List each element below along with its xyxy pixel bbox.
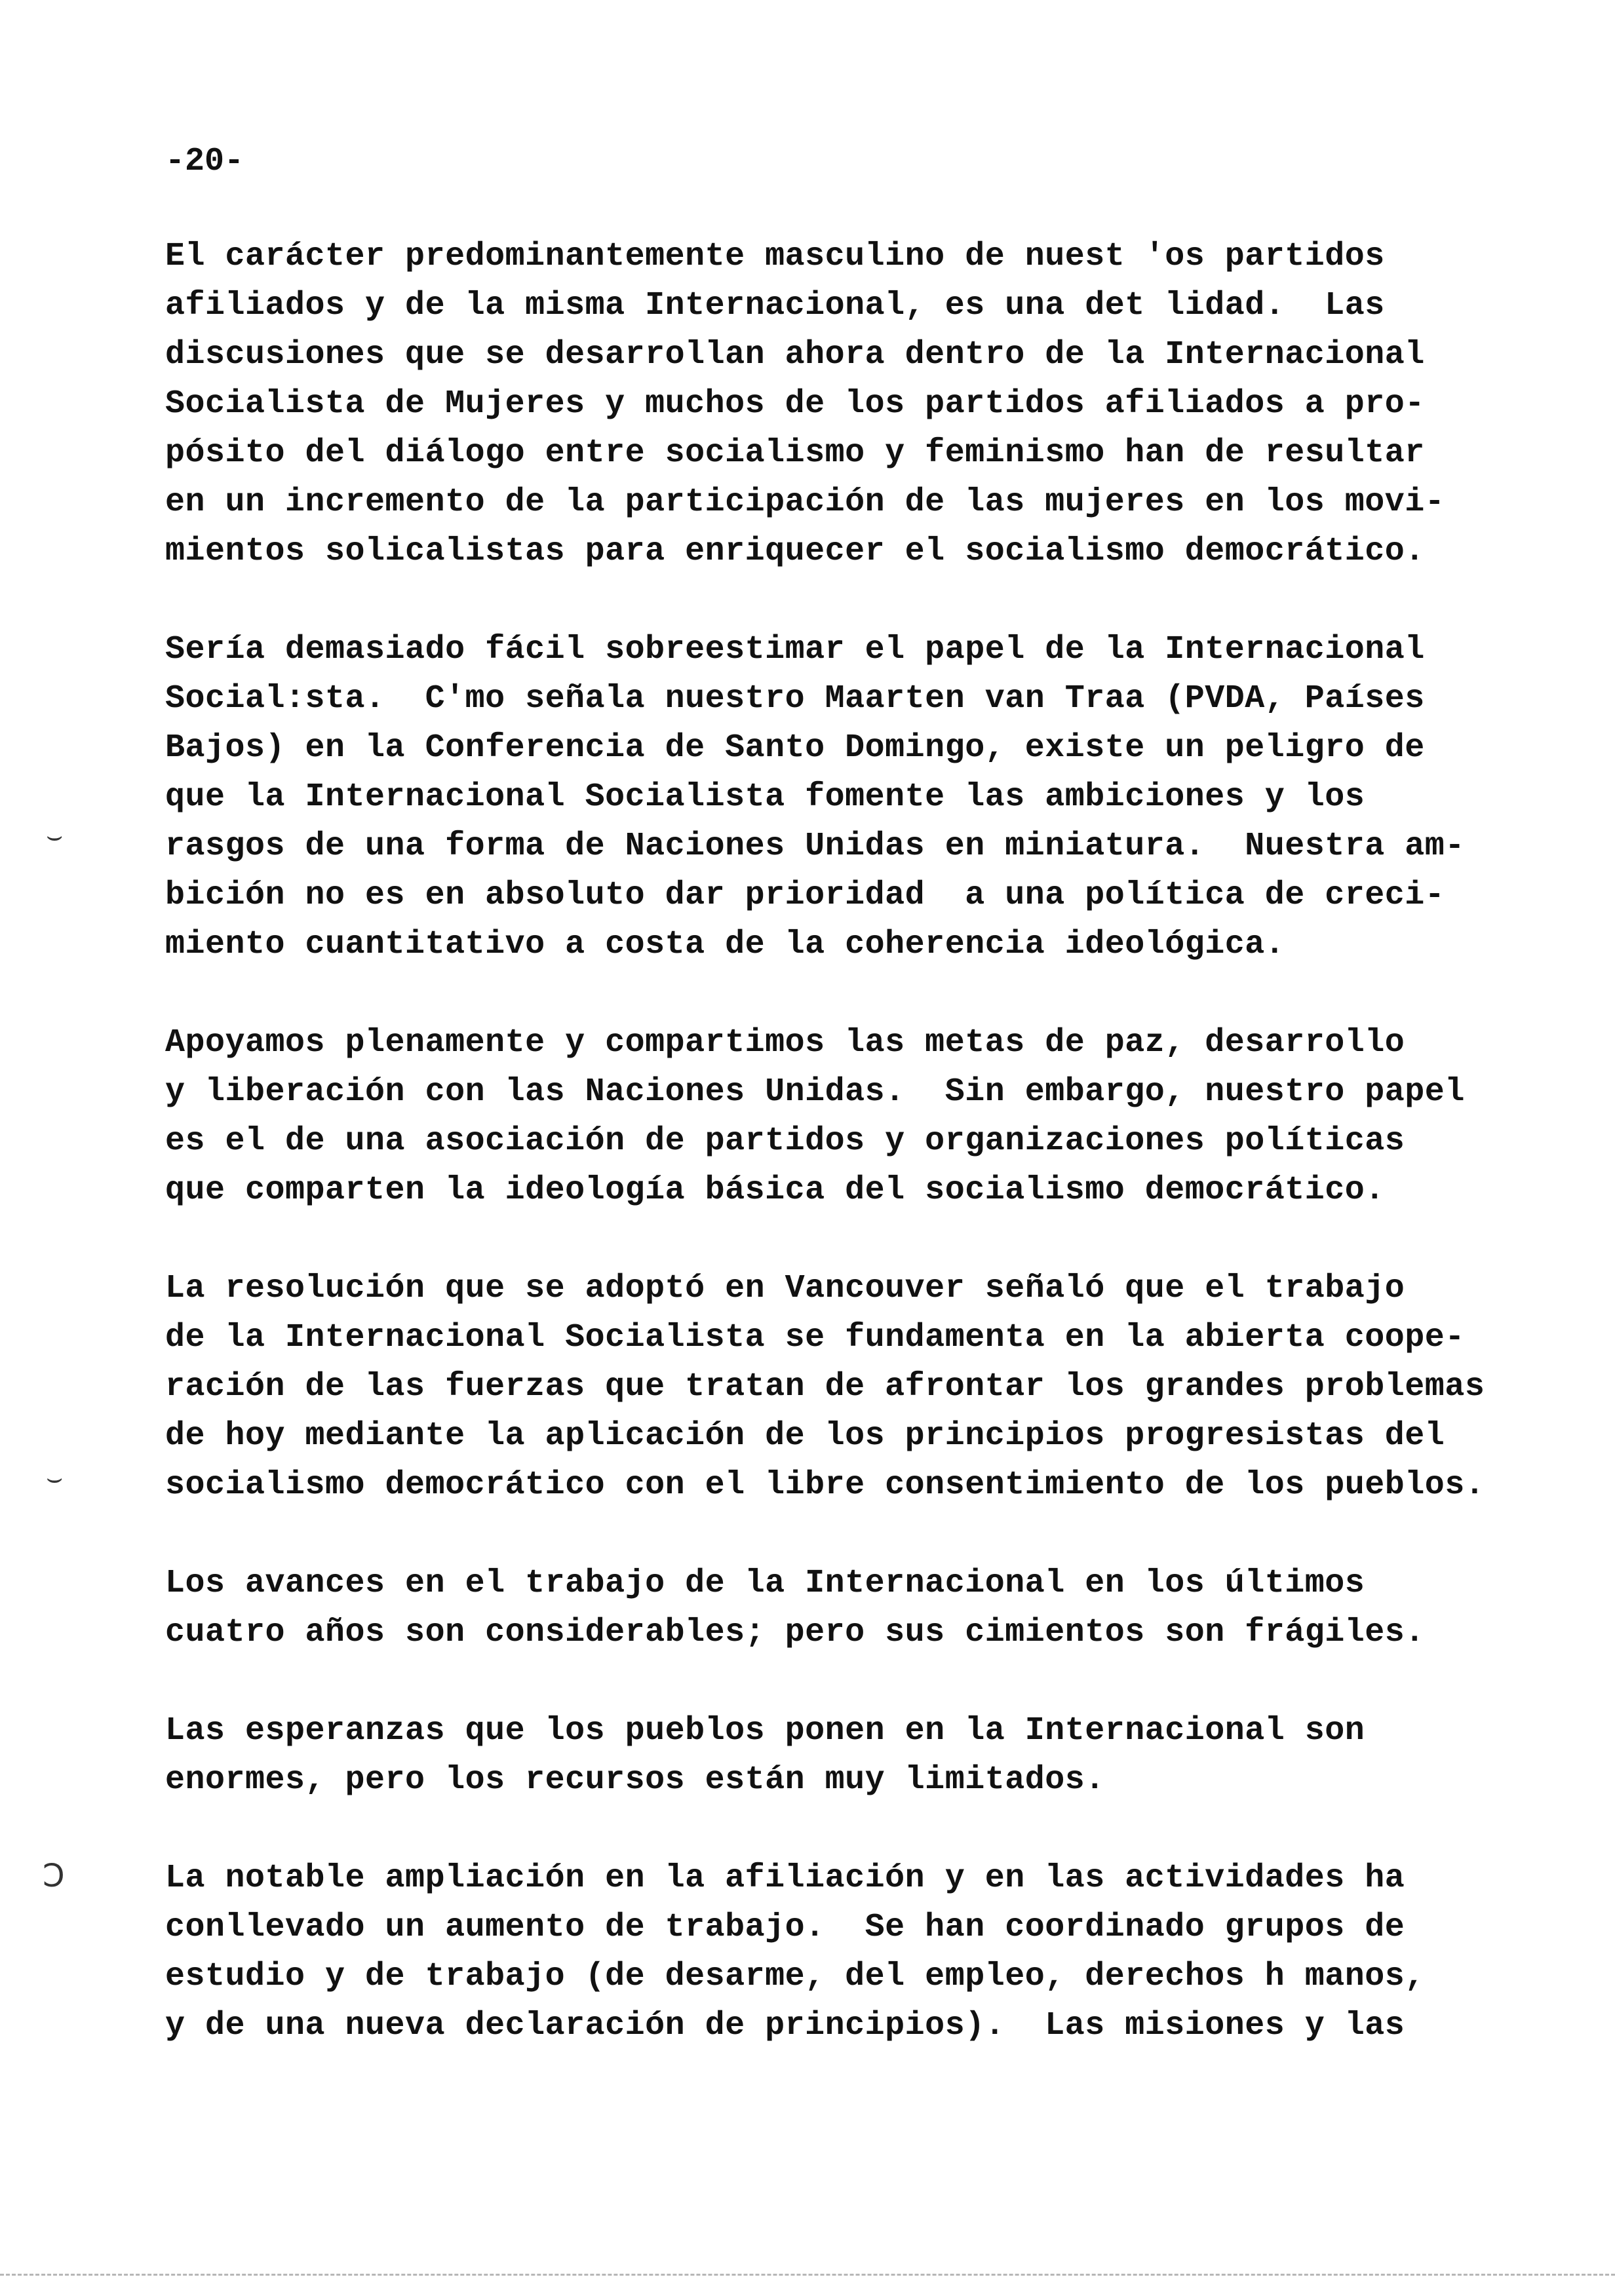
text-line: La notable ampliación en la afiliación y en las actividades ha bbox=[165, 1860, 1405, 1897]
text-line: socialismo democrático con el libre consentimiento de los pueblos. bbox=[165, 1466, 1485, 1504]
page-bottom-rule bbox=[0, 2274, 1615, 2276]
margin-mark: ⌣ bbox=[46, 1466, 64, 1495]
text-line: bición no es en absoluto dar prioridad a una política de creci- bbox=[165, 877, 1445, 914]
text-line: cuatro años son considerables; pero sus cimientos son frágiles. bbox=[165, 1614, 1425, 1651]
paragraph bbox=[165, 1854, 1515, 2050]
text-line: Los avances en el trabajo de la Internacional en los últimos bbox=[165, 1565, 1365, 1602]
text-line: de hoy mediante la aplicación de los principios progresistas del bbox=[165, 1417, 1445, 1455]
text-line: afiliados y de la misma Internacional, es una det lidad. Las bbox=[165, 287, 1385, 324]
text-line: La resolución que se adoptó en Vancouver señaló que el trabajo bbox=[165, 1270, 1405, 1307]
text-line: estudio y de trabajo (de desarme, del empleo, derechos h manos, bbox=[165, 1958, 1425, 1995]
paragraph bbox=[165, 1559, 1515, 1657]
text-line: miento cuantitativo a costa de la coherencia ideológica. bbox=[165, 926, 1285, 963]
page-number: -20- bbox=[165, 143, 244, 180]
text-line: que la Internacional Socialista fomente las ambiciones y los bbox=[165, 778, 1365, 816]
text-line: y liberación con las Naciones Unidas. Sin embargo, nuestro papel bbox=[165, 1073, 1465, 1111]
text-line: ración de las fuerzas que tratan de afrontar los grandes problemas bbox=[165, 1368, 1485, 1406]
text-line: que comparten la ideología básica del socialismo democrático. bbox=[165, 1172, 1385, 1209]
text-line: pósito del diálogo entre socialismo y feminismo han de resultar bbox=[165, 434, 1425, 472]
text-line: mientos solicalistas para enriquecer el socialismo democrático. bbox=[165, 533, 1425, 570]
text-line: es el de una asociación de partidos y organizaciones políticas bbox=[165, 1122, 1405, 1160]
margin-mark: ⌣ bbox=[46, 824, 64, 853]
document-body bbox=[165, 232, 1515, 2099]
text-line: de la Internacional Socialista se fundamenta en la abierta coope- bbox=[165, 1319, 1465, 1356]
text-line: enormes, pero los recursos están muy limitados. bbox=[165, 1761, 1105, 1799]
paragraph bbox=[165, 625, 1515, 969]
text-line: conllevado un aumento de trabajo. Se han coordinado grupos de bbox=[165, 1909, 1405, 1946]
text-line: discusiones que se desarrollan ahora dentro de la Internacional bbox=[165, 336, 1425, 373]
paragraph bbox=[165, 1018, 1515, 1215]
text-line: Social:sta. C'mo señala nuestro Maarten van Traa (PVDA, Países bbox=[165, 680, 1425, 718]
text-line: y de una nueva declaración de principios). Las misiones y las bbox=[165, 2007, 1405, 2044]
margin-mark: Ↄ bbox=[43, 1861, 65, 1896]
text-line: Apoyamos plenamente y compartimos las metas de paz, desarrollo bbox=[165, 1024, 1405, 1062]
text-line: Las esperanzas que los pueblos ponen en la Internacional son bbox=[165, 1712, 1365, 1750]
text-line: Bajos) en la Conferencia de Santo Domingo, existe un peligro de bbox=[165, 729, 1425, 767]
text-line: en un incremento de la participación de las mujeres en los movi- bbox=[165, 484, 1445, 521]
paragraph bbox=[165, 1264, 1515, 1510]
text-line: Socialista de Mujeres y muchos de los partidos afiliados a pro- bbox=[165, 385, 1425, 423]
paragraph bbox=[165, 1706, 1515, 1805]
text-line: rasgos de una forma de Naciones Unidas en miniatura. Nuestra am- bbox=[165, 828, 1465, 865]
text-line: El carácter predominantemente masculino de nuest 'os partidos bbox=[165, 238, 1385, 275]
text-line: Sería demasiado fácil sobreestimar el papel de la Internacional bbox=[165, 631, 1425, 668]
paragraph bbox=[165, 232, 1515, 576]
